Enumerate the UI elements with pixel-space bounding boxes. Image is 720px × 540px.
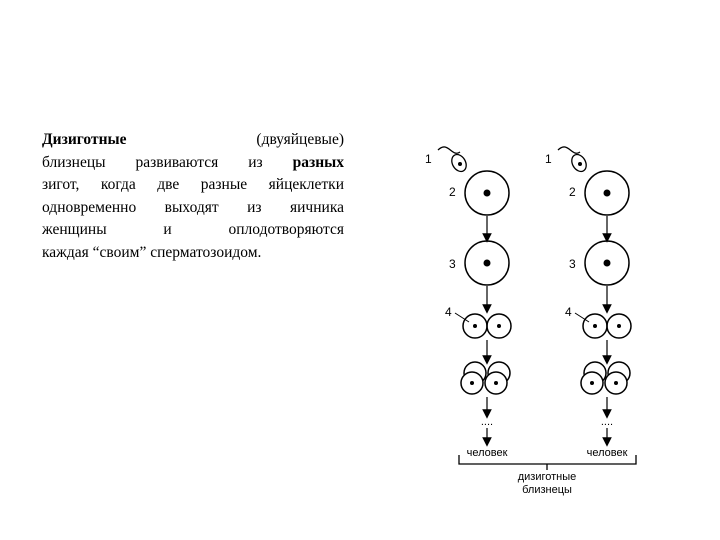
emphasis-different: разных bbox=[292, 153, 344, 171]
paragraph-line-3: зигот, когда две разные яйцеклетки bbox=[42, 176, 344, 194]
label-step-1: 1 bbox=[545, 152, 552, 166]
egg-nucleus bbox=[484, 190, 491, 197]
column-right bbox=[545, 147, 631, 459]
caption-line-1: дизиготные bbox=[517, 471, 577, 483]
column-left bbox=[425, 147, 511, 459]
result-human: человек bbox=[466, 447, 508, 459]
label-step-3: 3 bbox=[569, 257, 576, 271]
label-step-3: 3 bbox=[449, 257, 456, 271]
zygote-nucleus bbox=[604, 260, 611, 267]
sperm-tail bbox=[558, 147, 580, 153]
blastomere-left-nucleus bbox=[593, 324, 597, 328]
label-step-2: 2 bbox=[449, 185, 456, 199]
sperm-nucleus bbox=[578, 162, 582, 166]
label-step-2: 2 bbox=[569, 185, 576, 199]
continuation-dots: .... bbox=[600, 416, 614, 428]
egg-nucleus bbox=[604, 190, 611, 197]
line2-text: близнецы развиваются из bbox=[42, 153, 293, 171]
label-step-1: 1 bbox=[425, 152, 432, 166]
paragraph-line-6: каждая “своим” сперматозоидом. bbox=[42, 243, 262, 261]
caption-line-2: близнецы bbox=[522, 484, 572, 496]
term-paren: (двуяйцевые) bbox=[256, 131, 344, 148]
blastomere-right-nucleus bbox=[617, 324, 621, 328]
blastomere-left-nucleus bbox=[473, 324, 477, 328]
label-step-4: 4 bbox=[565, 305, 572, 319]
label-step-4: 4 bbox=[445, 305, 452, 319]
four-cell-embryo bbox=[581, 362, 630, 394]
sperm-tail bbox=[438, 147, 460, 153]
blastomere-right-nucleus bbox=[497, 324, 501, 328]
zygote-nucleus bbox=[484, 260, 491, 267]
result-human: человек bbox=[586, 447, 628, 459]
four-cell-embryo bbox=[461, 362, 510, 394]
paragraph-line-5: женщины и оплодотворяются bbox=[42, 221, 344, 239]
term-dizygotic: Дизиготные bbox=[42, 131, 127, 148]
paragraph-line-4: одновременно выходят из яичника bbox=[42, 198, 344, 216]
continuation-dots: .... bbox=[480, 416, 494, 428]
sperm-nucleus bbox=[458, 162, 462, 166]
